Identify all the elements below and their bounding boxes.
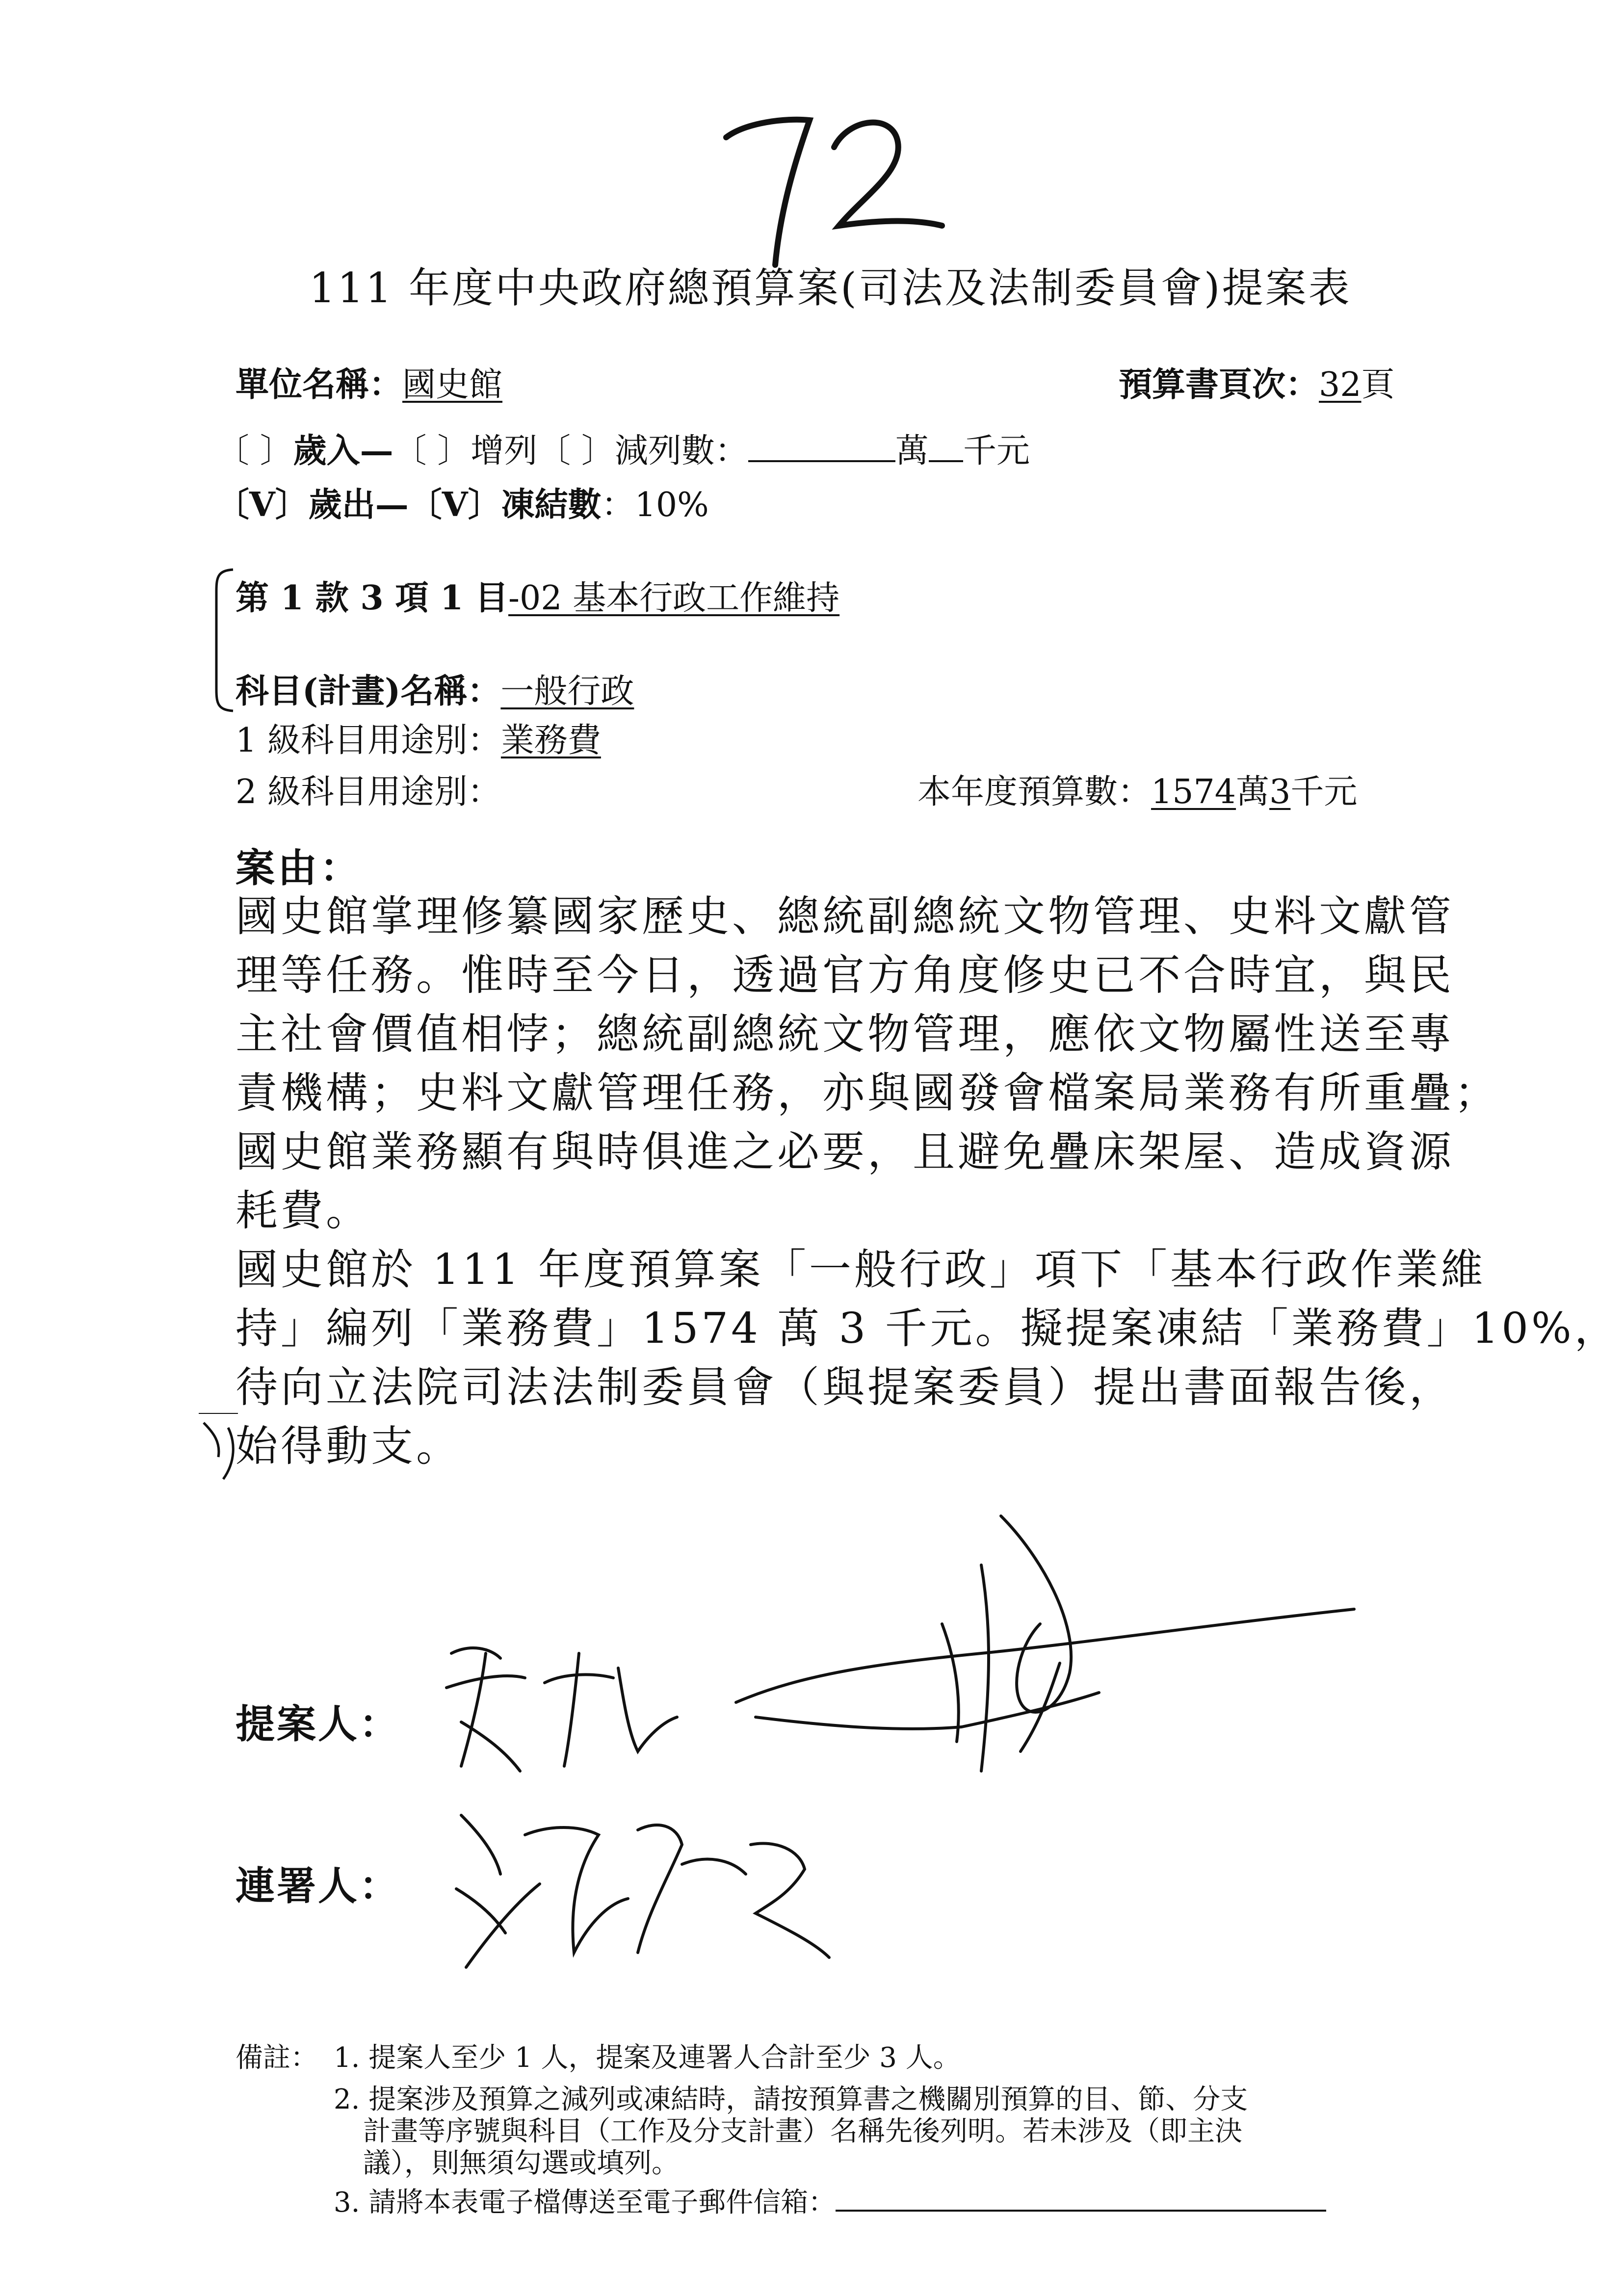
budget-label: 本年度預算數： [917, 773, 1152, 811]
budget-wan-unit: 萬 [1236, 773, 1270, 811]
reason-line: 持」編列「業務費」1574 萬 3 千元。擬提案凍結「業務費」10%， [236, 1304, 1620, 1353]
item-prefix: 第 1 款 3 項 1 目 [236, 578, 508, 618]
proposer-label: 提案人： [236, 1701, 400, 1747]
budget-wan-value: 1574 [1151, 773, 1236, 811]
subject-line [236, 665, 634, 712]
reason-line: 國史館業務顯有與時俱進之必要，且避免疊床架屋、造成資源 [236, 1127, 1454, 1176]
email-note-label: 3. 請將本表電子檔傳送至電子郵件信箱： [334, 2187, 836, 2218]
note-item-email [334, 2181, 1326, 2220]
freeze-checkbox: 〔V〕 [408, 485, 501, 524]
unit-value: 國史館 [402, 365, 503, 404]
cut-wan-blank [748, 455, 895, 462]
reason-line: 責機構；史料文獻管理任務，亦與國發會檔案局業務有所重疊； [236, 1069, 1499, 1118]
expense-line [216, 478, 709, 526]
reason-heading: 案由： [236, 845, 362, 891]
reason-line: 理等任務。惟時至今日，透過官方角度修史已不合時宜，與民 [236, 951, 1454, 1000]
revenue-label: 歲入— [293, 431, 393, 470]
item-code: -02 基本行政工作維持 [508, 579, 840, 618]
subject-label: 科目(計畫)名稱： [236, 672, 501, 711]
reason-line: 待向立法院司法法制委員會（與提案委員）提出書面報告後， [236, 1363, 1454, 1412]
cosigner-label: 連署人： [236, 1863, 400, 1909]
budget-qian-value: 3 [1269, 773, 1291, 811]
page-ref-label: 預算書頁次： [1119, 365, 1319, 404]
reason-line: 主社會價值相悖；總統副總統文物管理，應依文物屬性送至專 [236, 1010, 1454, 1059]
level1-line [236, 714, 601, 761]
freeze-value: 10% [634, 486, 709, 524]
reason-line: 國史館於 111 年度預算案「一般行政」項下「基本行政作業維 [236, 1245, 1486, 1294]
note-item: 議），則無須勾選或填列。 [363, 2147, 679, 2179]
page-ref-row [1119, 358, 1395, 406]
freeze-colon: ： [601, 486, 635, 524]
freeze-label: 凍結數 [501, 485, 602, 524]
subject-value: 一般行政 [500, 672, 634, 711]
add-checkbox: 〔 〕 [393, 432, 471, 470]
note-item: 1. 提案人至少 1 人，提案及連署人合計至少 3 人。 [334, 2042, 961, 2074]
level1-label: 1 級科目用途別： [236, 721, 501, 760]
cut-checkbox: 〔 〕 [537, 432, 615, 470]
qian-unit: 千元 [963, 432, 1030, 470]
cosigner-signature [451, 1805, 834, 1972]
reason-line: 耗費。 [236, 1186, 371, 1235]
revenue-line [216, 424, 1030, 472]
proposer-signature-1 [432, 1624, 687, 1781]
cut-label: 減列數： [614, 432, 748, 470]
notes-label: 備註： [236, 2042, 318, 2074]
reason-line: 始得動支。 [236, 1422, 461, 1471]
level2-line [236, 765, 501, 813]
budget-line [917, 765, 1357, 813]
add-label: 增列 [471, 432, 538, 470]
expense-checkbox: 〔V〕 [216, 485, 309, 524]
level2-label: 2 級科目用途別： [236, 773, 501, 811]
form-title: 111 年度中央政府總預算案(司法及法制委員會)提案表 [309, 264, 1352, 312]
handwritten-mark [194, 1413, 253, 1487]
page-ref-value: 32 [1319, 365, 1362, 404]
item-brace [209, 567, 238, 714]
page-ref-suffix: 頁 [1361, 365, 1395, 404]
item-line [236, 572, 839, 619]
note-item: 計畫等序號與科目（工作及分支計畫）名稱先後列明。若未涉及（即主決 [363, 2115, 1242, 2147]
cut-qian-blank [929, 455, 963, 462]
wan-unit: 萬 [895, 432, 929, 470]
reason-line: 國史館掌理修纂國家歷史、總統副總統文物管理、史料文獻管 [236, 892, 1454, 941]
expense-label: 歲出— [308, 485, 409, 524]
note-item: 2. 提案涉及預算之減列或凍結時，請按預算書之機關別預算的目、節、分支 [334, 2084, 1248, 2115]
email-blank [836, 2205, 1326, 2212]
level1-value: 業務費 [500, 721, 601, 760]
unit-label: 單位名稱： [236, 365, 403, 404]
revenue-checkbox: 〔 〕 [216, 432, 293, 470]
unit-row [236, 358, 502, 406]
handwritten-page-number [716, 103, 952, 270]
proposer-signature-2 [726, 1496, 1364, 1800]
budget-qian-unit: 千元 [1290, 773, 1358, 811]
